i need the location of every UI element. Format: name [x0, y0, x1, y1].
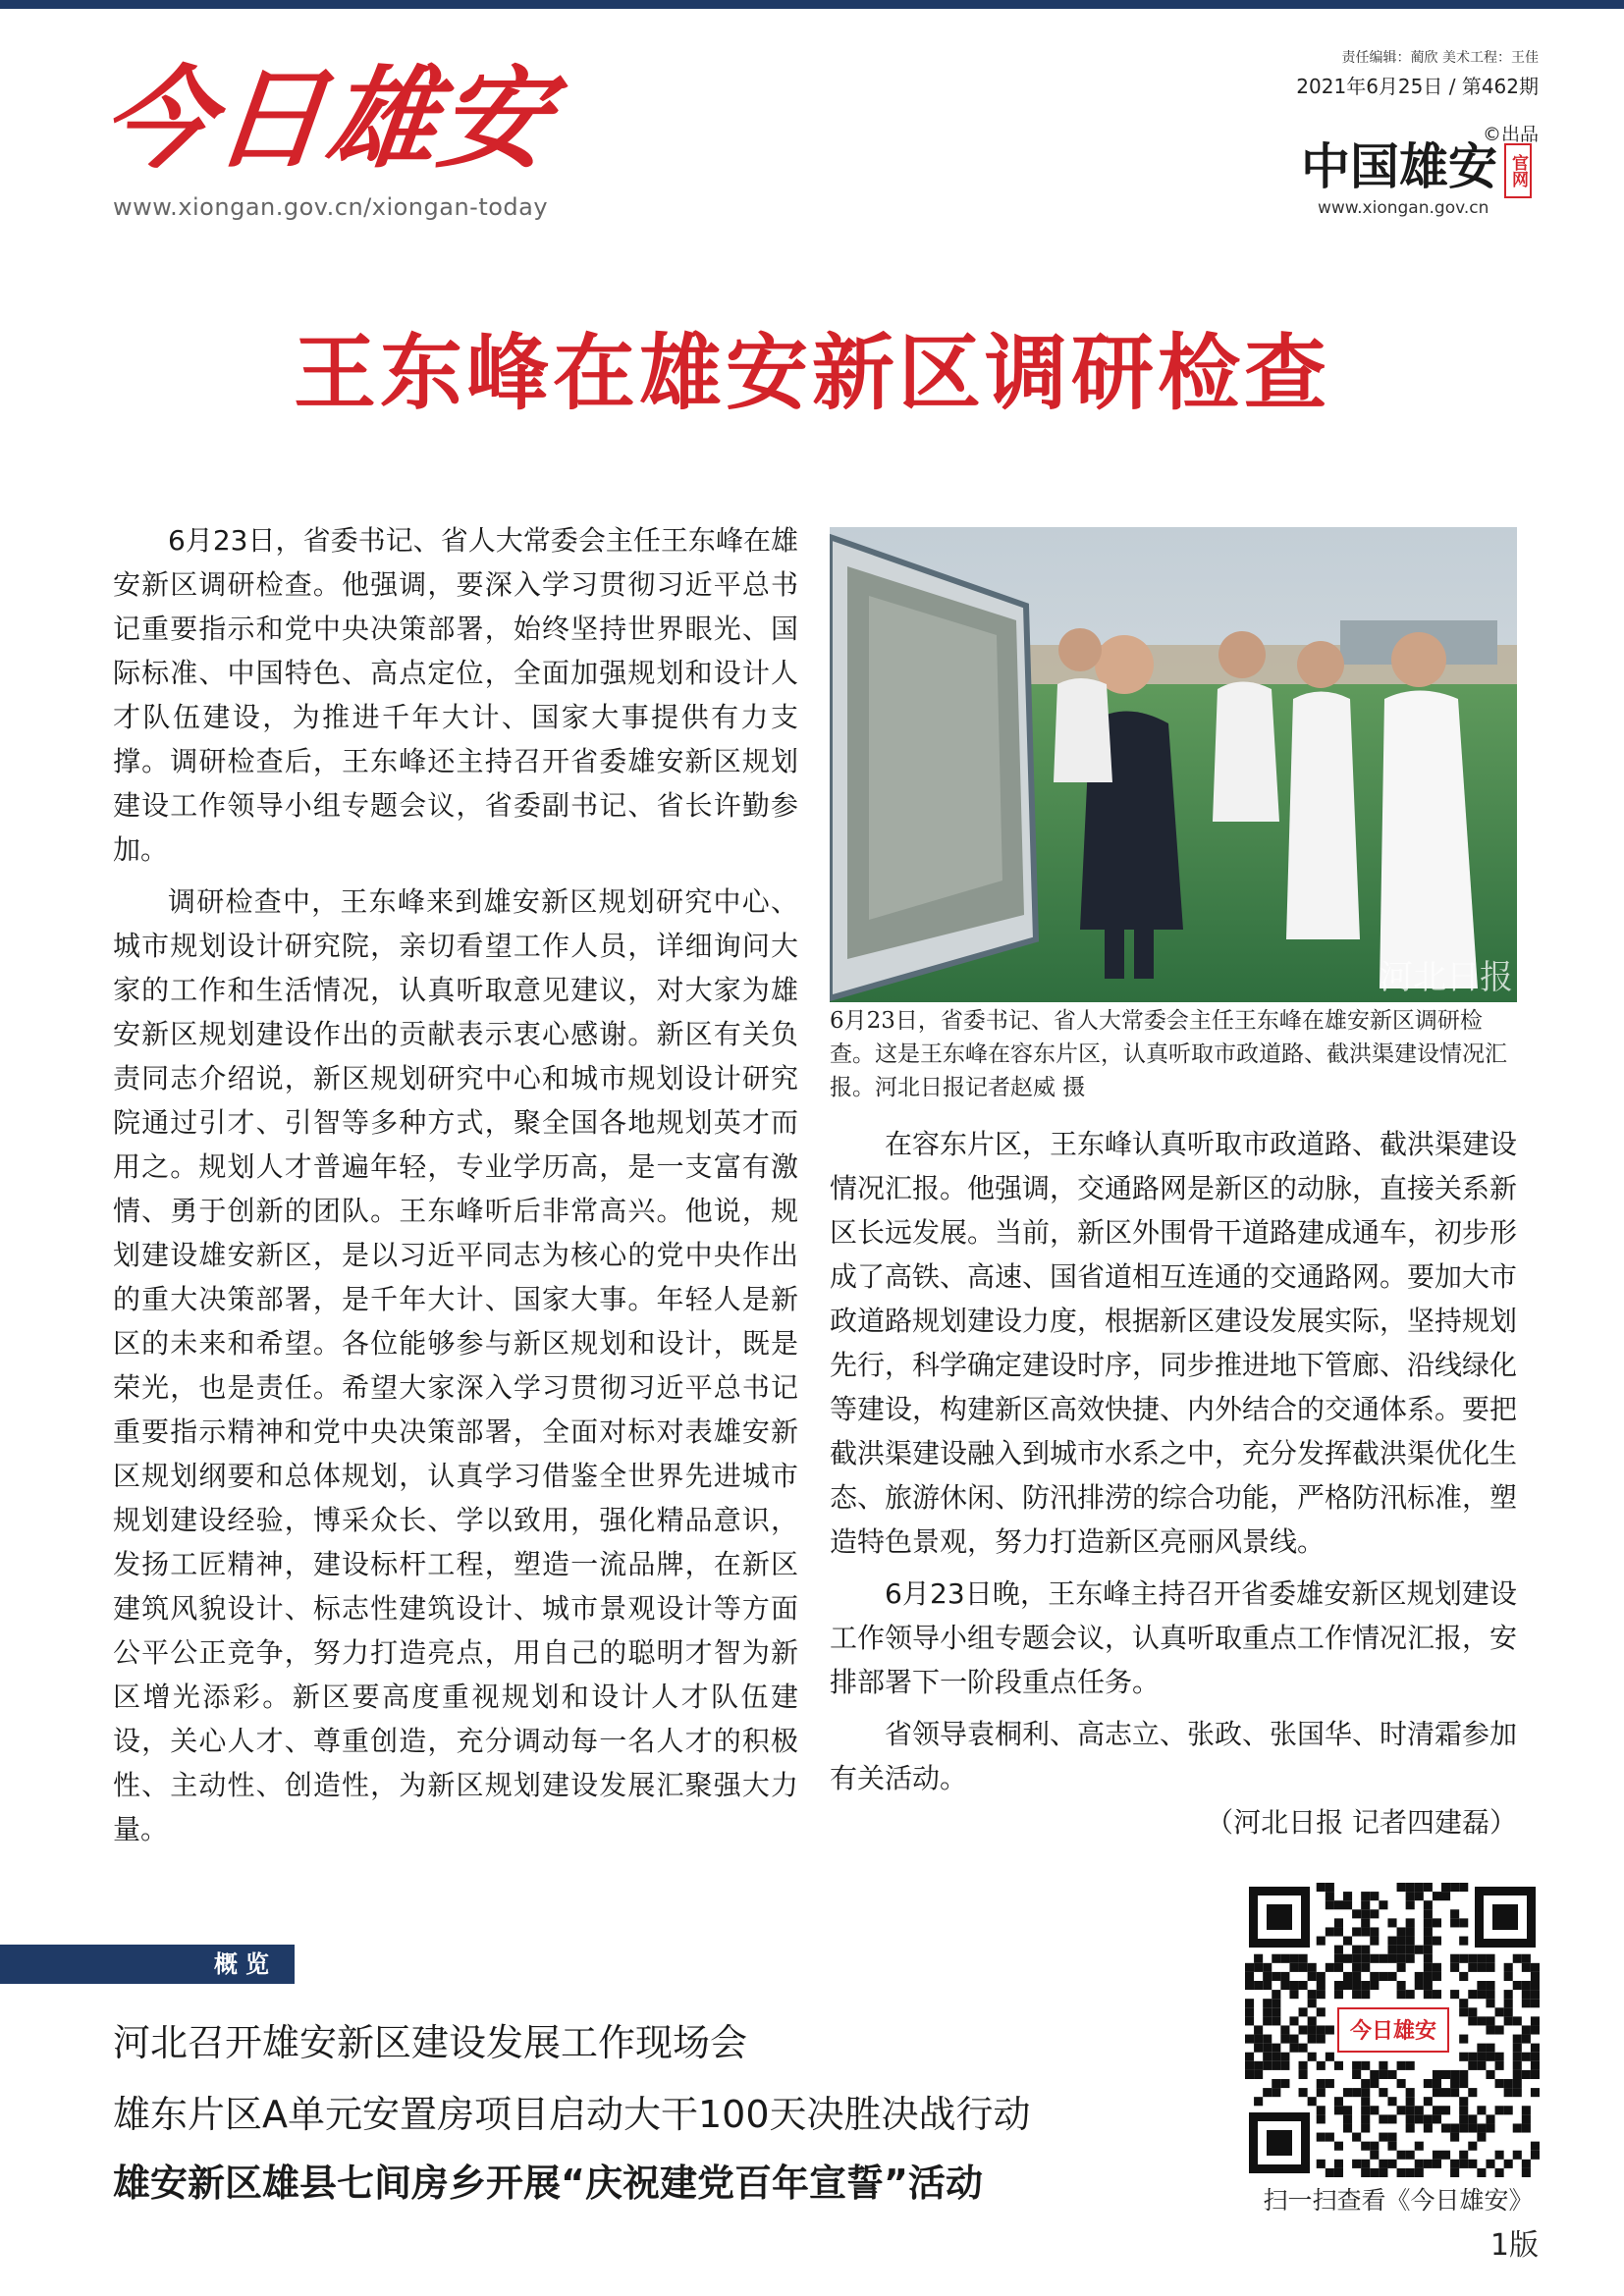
qr-caption: 扫一扫查看《今日雄安》	[1263, 2186, 1534, 2215]
article-paragraph: 6月23日晚，王东峰主持召开省委雄安新区规划建设工作领导小组专题会议，认真听取重点工作情况汇报，安排部署下一阶段重点任务。	[830, 1577, 1518, 1698]
masthead-url[interactable]: www.xiongan.gov.cn/xiongan-today	[113, 193, 549, 221]
article-paragraph: 在容东片区，王东峰认真听取市政道路、截洪渠建设情况汇报。他强调，交通路网是新区的动脉，直接关系新区长远发展。当前，新区外围骨干道路建成通车，初步形成了高铁、高速、国省道相互连通的交通路网。要加大市政道路规划建设力度，根据新区建设发展实际，坚持规划先行，科学确定建设时序，同步推进地下管廊、沿线绿化等建设，构建新区高效快捷、内外结合的交通体系。要把截洪渠建设融入到城市水系之中，充分发挥截洪渠优化生态、旅游休闲、防汛排涝的综合功能，严格防汛标准，塑造特色景观，努力打造新区亮丽风景线。	[830, 1128, 1518, 1558]
overview-headline-1[interactable]: 河北召开雄安新区建设发展工作现场会	[113, 2021, 748, 2064]
page-number: 1版	[1489, 2228, 1539, 2263]
photo-scene	[830, 527, 1517, 1002]
news-photo	[830, 527, 1517, 1002]
qr-code[interactable]	[1245, 1883, 1540, 2177]
overview-label: 概览	[214, 1950, 277, 1978]
qr-code-graphic	[1245, 1883, 1540, 2177]
reporter-credit: （河北日报 记者四建磊）	[1206, 1806, 1517, 1839]
article-paragraph: 调研检查中，王东峰来到雄安新区规划研究中心、城市规划设计研究院，亲切看望工作人员，详细询问大家的工作和生活情况，认真听取意见建议，对大家为雄安新区规划建设作出的贡献表示衷心感谢。新区有关负责同志介绍说，新区规划研究中心和城市规划设计研究院通过引才、引智等多种方式，聚全国各地规划英才而用之。规划人才普遍年轻，专业学历高，是一支富有激情、勇于创新的团队。王东峰听后非常高兴。他说，规划建设雄安新区，是以习近平同志为核心的党中央作出的重大决策部署，是千年大计、国家大事。年轻人是新区的未来和希望。各位能够参与新区规划和设计，既是荣光，也是责任。希望大家深入学习贯彻习近平总书记重要指示精神和党中央决策部署，全面对标对表雄安新区规划纲要和总体规划，认真学习借鉴全世界先进城市规划建设经验，博采众长、学以致用，强化精品意识，发扬工匠精神，建设标杆工程，塑造一流品牌，在新区建筑风貌设计、标志性建筑设计、城市景观设计等方面公平公正竞争，努力打造亮点，用自己的聪明才智为新区增光添彩。新区要高度重视规划和设计人才队伍建设，关心人才、尊重创造，充分调动每一名人才的积极性、主动性、创造性，为新区规划建设发展汇聚强大力量。	[113, 885, 798, 1845]
qr-center-logo: 今日雄安	[1349, 2018, 1437, 2044]
article-paragraph: 6月23日，省委书记、省人大常委会主任王东峰在雄安新区调研检查。他强调，要深入学习贯彻习近平总书记重要指示和党中央决策部署，始终坚持世界眼光、国际标准、中国特色、高点定位，全面加强规划和设计人才队伍建设，为推进千年大计、国家大事提供有力支撑。调研检查后，王东峰还主持召开省委雄安新区规划建设工作领导小组专题会议，省委副书记、省长许勤参加。	[113, 524, 798, 866]
publisher-logo	[1301, 137, 1537, 206]
masthead-logo: 今日雄安	[96, 55, 558, 184]
top-accent-bar	[0, 0, 1624, 9]
publisher-seal: 官网	[1504, 143, 1532, 198]
photo-watermark: 河北日报	[1380, 958, 1513, 997]
overview-headline-3[interactable]: 雄安新区雄县七间房乡开展“庆祝建党百年宣誓”活动	[113, 2162, 983, 2205]
article-column-right	[830, 1122, 1517, 1844]
photo-caption: 6月23日，省委书记、省人大常委会主任王东峰在雄安新区调研检查。这是王东峰在容东片区，认真听取市政道路、截洪渠建设情况汇报。河北日报记者赵威 摄	[830, 1008, 1507, 1100]
article-column-left	[113, 518, 798, 1851]
publisher-url[interactable]: www.xiongan.gov.cn	[1318, 198, 1489, 218]
publisher-name: 中国雄安	[1301, 137, 1497, 195]
overview-headline-2[interactable]: 雄东片区A单元安置房项目启动大干100天决胜决战行动	[113, 2093, 1031, 2136]
article-paragraph: 省领导袁桐利、高志立、张政、张国华、时清霜参加有关活动。	[830, 1718, 1518, 1794]
editor-credits: 责任编辑：蔺欣 美术工程：王佳	[1341, 50, 1539, 66]
issue-date: 2021年6月25日 / 第462期	[1296, 75, 1539, 98]
article-headline: 王东峰在雄安新区调研检查	[293, 325, 1330, 421]
produced-by-label: ©出品	[1482, 124, 1539, 145]
